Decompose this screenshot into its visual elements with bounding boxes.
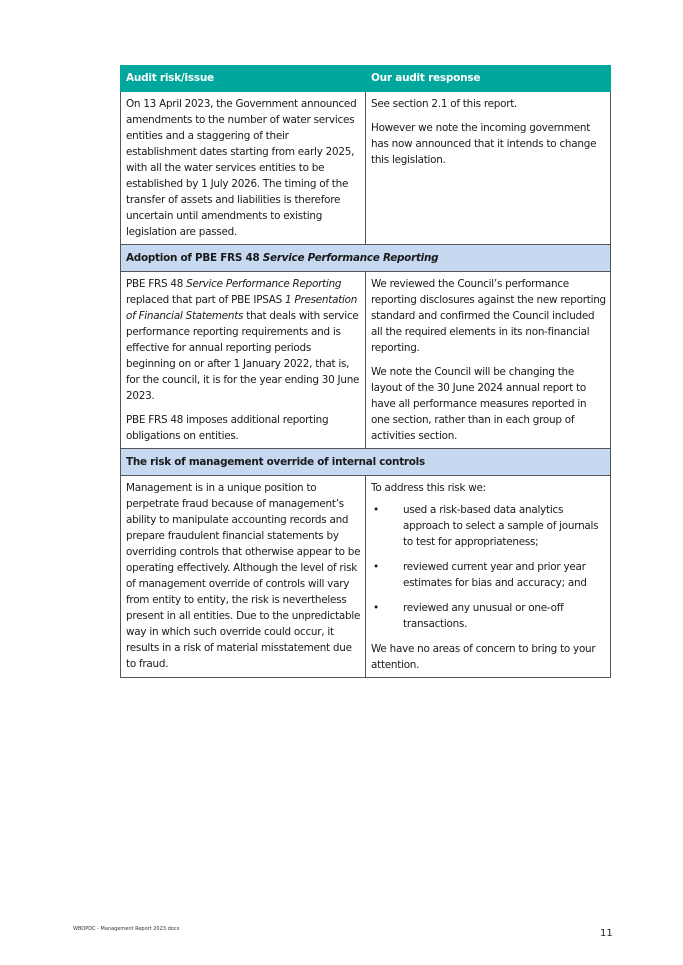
risk-text: Management is in a unique position to perpetrate fraud because of management’s ability to manipulate accounting records and prepare fraudulent financial statements by overriding controls that otherwise appear to be operating effectively. Although the level of risk of management override of controls will vary from entity to entity, the risk is nevertheless present in all entities. Due to the unpredictable way in which such override could occur, it results in a risk of material misstatement due to fraud. [126, 482, 361, 670]
section-title-text: Adoption of PBE FRS 48 [126, 252, 263, 264]
section-band-row [121, 245, 611, 272]
risk-cell [121, 476, 366, 678]
response-bullet-list [371, 502, 606, 632]
header-audit-response: Our audit response [366, 66, 611, 92]
text-run-italic: 1 Presentation of Financial Statements [126, 294, 358, 322]
response-text: We note the Council will be changing the layout of the 30 June 2024 annual report to have all performance measures reported in one section, rather than in each group of activities section. [371, 366, 587, 442]
text-run-italic: Service Performance Reporting [186, 278, 342, 290]
section-band-row [121, 449, 611, 476]
list-item [371, 502, 606, 550]
risk-text [126, 276, 361, 404]
response-cell [366, 476, 611, 678]
page-number: 11 [600, 928, 613, 939]
audit-risk-table [120, 65, 611, 678]
text-run: that deals with service performance reporting requirements and is effective for annual reporting periods beginning on or after 1 January 2022, that is, for the council, it is for the year ending 30 June 2023. [126, 310, 360, 402]
response-text: To address this risk we: [371, 482, 486, 494]
text-run: replaced that part of PBE IPSAS [126, 294, 286, 306]
list-item [371, 600, 606, 632]
bullet-icon: • [373, 561, 379, 573]
bullet-icon: • [373, 504, 379, 516]
table-row [121, 272, 611, 449]
table-header-row [121, 66, 611, 92]
risk-cell [121, 92, 366, 245]
bullet-text: used a risk-based data analytics approach to select a sample of journals to test for appropriateness; [403, 504, 599, 548]
response-text: However we note the incoming government has now announced that it intends to change this legislation. [371, 122, 597, 166]
response-text: See section 2.1 of this report. [371, 98, 518, 110]
section-title: The risk of management override of internal controls [121, 449, 611, 476]
bullet-text: reviewed any unusual or one-off transactions. [403, 602, 564, 630]
risk-text: PBE FRS 48 imposes additional reporting obligations on entities. [126, 414, 329, 442]
response-text: We have no areas of concern to bring to your attention. [371, 643, 596, 671]
header-audit-risk: Audit risk/issue [121, 66, 366, 92]
section-title-italic: Service Performance Reporting [262, 252, 439, 264]
table-row [121, 92, 611, 245]
risk-cell [121, 272, 366, 449]
text-run: PBE FRS 48 [126, 278, 187, 290]
bullet-icon: • [373, 602, 379, 614]
response-cell [366, 92, 611, 245]
section-title [121, 245, 611, 272]
response-text: We reviewed the Council’s performance reporting disclosures against the new reporting standard and confirmed the Council included all the required elements in its non-financial reporting. [371, 278, 606, 354]
risk-text: On 13 April 2023, the Government announced amendments to the number of water services entities and a staggering of their establishment dates starting from early 2025, with all the water services entities to be established by 1 July 2026. The timing of the transfer of assets and liabilities is therefore uncertain until amendments to existing legislation are passed. [126, 98, 357, 238]
response-cell [366, 272, 611, 449]
table-row [121, 476, 611, 678]
list-item [371, 559, 606, 591]
bullet-text: reviewed current year and prior year estimates for bias and accuracy; and [403, 561, 587, 589]
footer-filename: WBOPDC - Management Report 2023.docx [73, 926, 180, 932]
